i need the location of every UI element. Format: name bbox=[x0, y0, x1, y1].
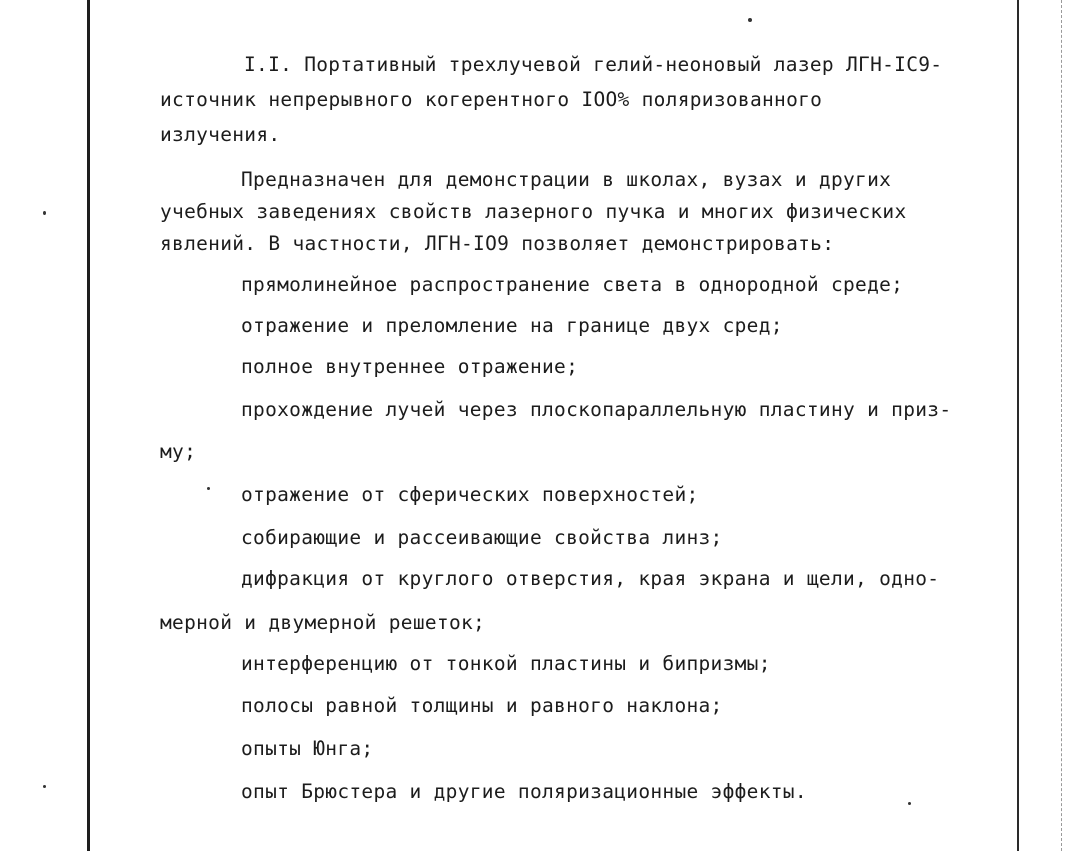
page-right-border bbox=[1017, 0, 1019, 851]
scan-speck bbox=[43, 211, 46, 215]
list-item: отражение и преломление на границе двух сред; bbox=[241, 314, 783, 337]
scan-speck bbox=[207, 487, 210, 490]
scan-speck bbox=[908, 802, 911, 805]
list-item: интерференцию от тонкой пластины и бипризмы; bbox=[241, 652, 771, 675]
scan-edge-line bbox=[1061, 0, 1063, 851]
text-line: I.I. Портативный трехлучевой гелий-неоновый лазер ЛГН-IC9- bbox=[244, 53, 943, 76]
text-line: явлений. В частности, ЛГН-IO9 позволяет демонстрировать: bbox=[160, 232, 835, 255]
list-item: опыты Юнга; bbox=[241, 737, 374, 760]
list-item: полное внутреннее отражение; bbox=[241, 355, 579, 378]
list-item: полосы равной толщины и равного наклона; bbox=[241, 694, 723, 717]
list-item: опыт Брюстера и другие поляризационные эффекты. bbox=[241, 780, 807, 803]
text-line: излучения. bbox=[160, 123, 281, 146]
list-item: мерной и двумерной решеток; bbox=[160, 611, 486, 634]
page-left-border bbox=[87, 0, 90, 851]
list-item: собирающие и рассеивающие свойства линз; bbox=[241, 526, 723, 549]
scan-speck bbox=[43, 785, 46, 788]
list-item: отражение от сферических поверхностей; bbox=[241, 483, 699, 506]
text-line: учебных заведениях свойств лазерного пучка и многих физических bbox=[160, 200, 907, 223]
list-item: дифракция от круглого отверстия, края экрана и щели, одно- bbox=[241, 567, 940, 590]
text-line: Предназначен для демонстрации в школах, вузах и других bbox=[241, 168, 892, 191]
list-item: му; bbox=[160, 440, 197, 463]
list-item: прямолинейное распространение света в однородной среде; bbox=[241, 273, 904, 296]
list-item: прохождение лучей через плоскопараллельную пластину и приз- bbox=[241, 398, 952, 421]
text-line: источник непрерывного когерентного IOO% поляризованного bbox=[160, 88, 823, 111]
scan-speck bbox=[748, 18, 752, 22]
